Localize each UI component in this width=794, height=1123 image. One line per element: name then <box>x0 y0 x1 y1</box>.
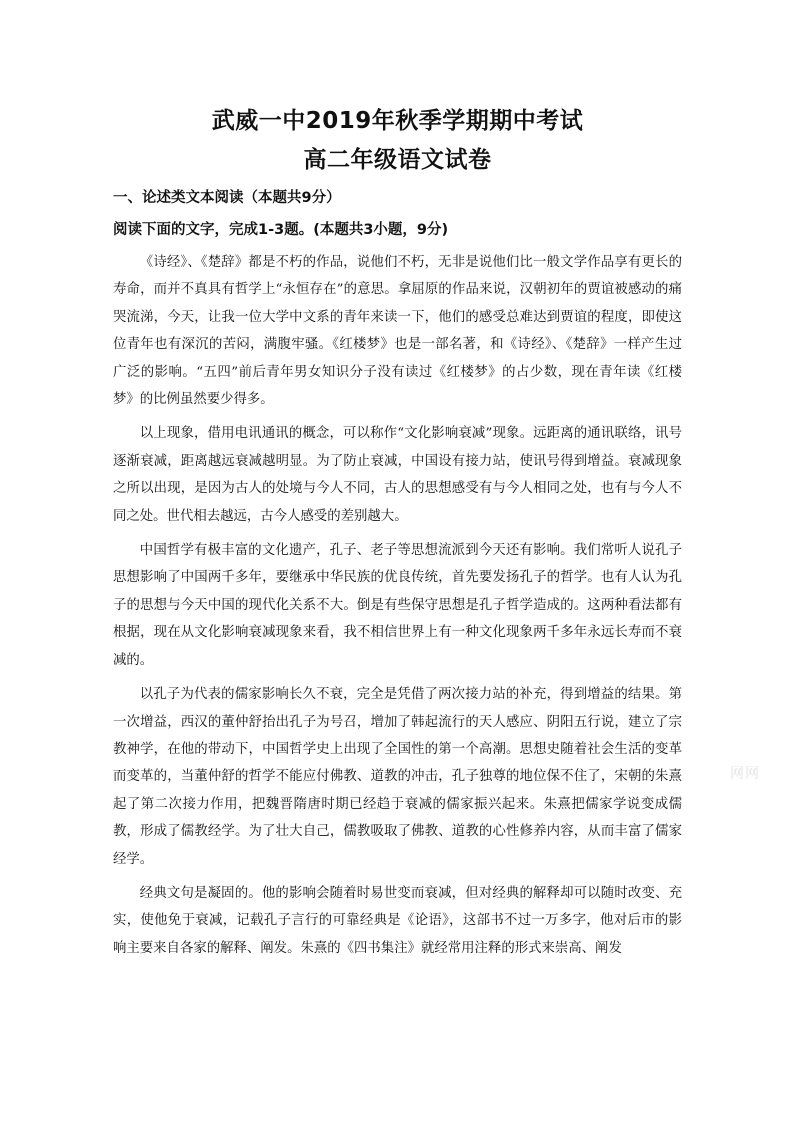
reading-instruction: 阅读下面的文字，完成1-3题。(本题共3小题，9分) <box>113 222 449 238</box>
section-heading: 一、论述类文本阅读（本题共9分） <box>113 190 341 206</box>
passage-paragraph: 以上现象，借用电讯通讯的概念，可以称作“文化影响衰减”现象。远距离的通讯联络，讯号逐渐衰减，距离越远衰减越明显。为了防止衰减，中国设有接力站，使讯号得到增益。衰减现象之所以出现，是因为古人的处境与今人不同，古人的思想感受有与今人相同之处，也有与今人不同之处。世代相去越远，古今人感受的差别越大。 <box>113 426 682 524</box>
watermark: 网网 <box>730 766 760 782</box>
passage-paragraph: 中国哲学有极丰富的文化遗产，孔子、老子等思想流派到今天还有影响。我们常听人说孔子思想影响了中国两千多年，要继承中华民族的优良传统，首先要发扬孔子的哲学。也有人认为孔子的思想与今天中国的现代化关系不大。倒是有些保守思想是孔子哲学造成的。这两种看法都有根据，现在从文化影响衰减现象来看，我不相信世界上有一种文化现象两千多年永远长寿而不衰减的。 <box>113 543 682 668</box>
reading-passage <box>113 249 682 962</box>
exam-subtitle: 高二年级语文试卷 <box>303 147 492 173</box>
passage-paragraph: 《诗经》、《楚辞》都是不朽的作品，说他们不朽，无非是说他们比一般文学作品享有更长的寿命，而并不真具有哲学上“永恒存在”的意思。拿屈原的作品来说，汉朝初年的贾谊被感动的痛哭流涕，今天，让我一位大学中文系的青年来读一下，他们的感受总难达到贾谊的程度，即使这位青年也有深沉的苦闷，满腹牢骚。《红楼梦》也是一部名著，和《诗经》、《楚辞》一样产生过广泛的影响。“五四”前后青年男女知识分子没有读过《红楼梦》的占少数，现在青年读《红楼梦》的比例虽然要少得多。 <box>113 255 682 408</box>
exam-title: 武威一中2019年秋季学期期中考试 <box>211 108 584 134</box>
passage-paragraph: 经典文句是凝固的。他的影响会随着时易世变而衰减，但对经典的解释却可以随时改变、充实，使他免于衰减，记载孔子言行的可靠经典是《论语》，这部书不过一万多字，他对后市的影响主要来自各家的解释、阐发。朱熹的《四书集注》就经常用注释的形式来崇高、阐发 <box>113 885 682 956</box>
passage-paragraph: 以孔子为代表的儒家影响长久不衰，完全是凭借了两次接力站的补充，得到增益的结果。第一次增益，西汉的董仲舒抬出孔子为号召，增加了韩起流行的天人感应、阴阳五行说，建立了宗教神学，在他的带动下，中国哲学史上出现了全国性的第一个高潮。思想史随着社会生活的变革而变革的，当董仲舒的哲学不能应付佛教、道教的冲击，孔子独尊的地位保不住了，宋朝的朱熹起了第二次接力作用，把魏晋隋唐时期已经趋于衰减的儒家振兴起来。朱熹把儒家学说变成儒教，形成了儒教经学。为了壮大自己，儒教吸取了佛教、道教的心性修养内容，从而丰富了儒家经学。 <box>113 687 682 867</box>
